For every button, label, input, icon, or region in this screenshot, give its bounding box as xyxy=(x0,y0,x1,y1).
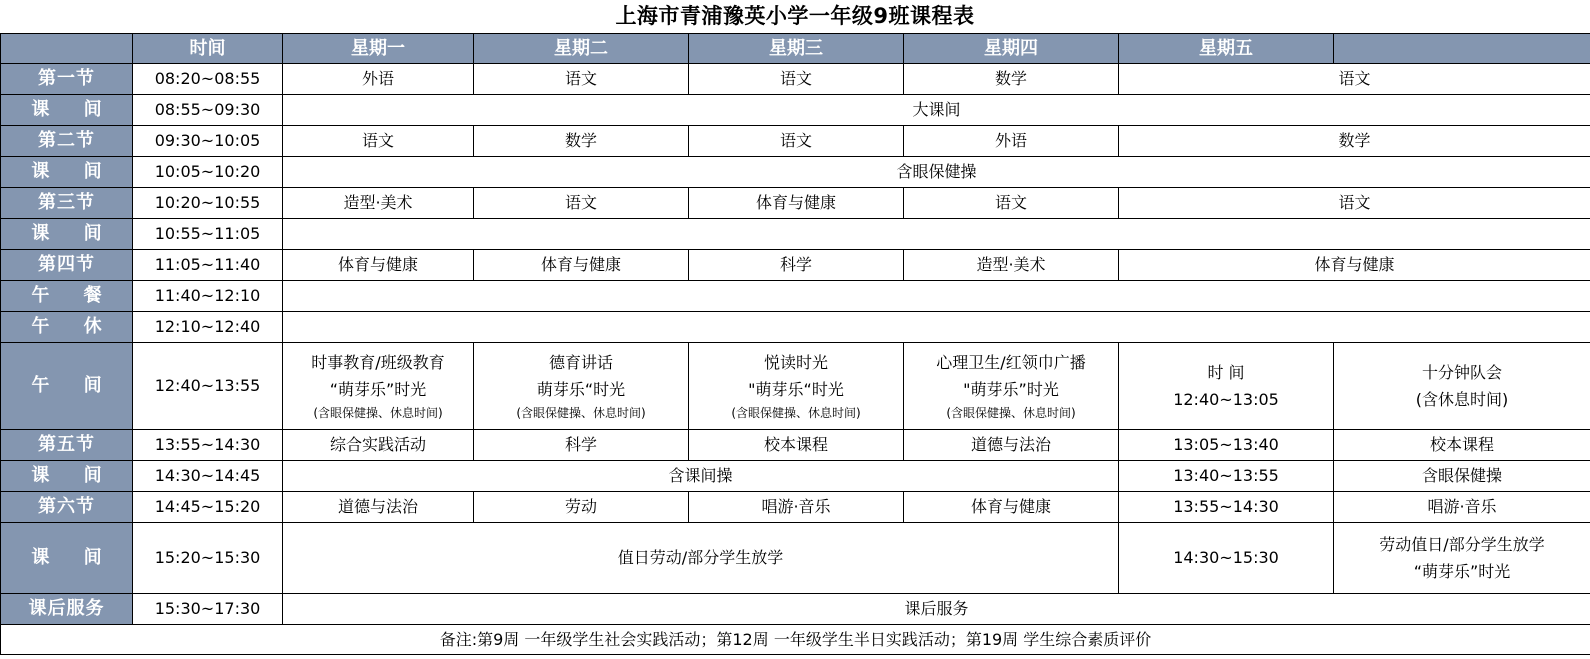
class-cell: 校本课程 xyxy=(1334,430,1590,461)
row-label: 课 间 xyxy=(1,461,133,492)
break-cell: 大课间 xyxy=(283,95,1590,126)
noon-line: (含休息时间) xyxy=(1415,390,1509,409)
table-row xyxy=(1,492,1590,523)
time-cell: 12:40~13:55 xyxy=(133,343,283,430)
class-cell: 综合实践活动 xyxy=(283,430,474,461)
table-row xyxy=(1,64,1590,95)
noon-note: (含眼保健操、休息时间) xyxy=(516,406,646,420)
class-cell: 语文 xyxy=(689,64,904,95)
footnote: 备注:第9周 一年级学生社会实践活动；第12周 一年级学生半日实践活动；第19周 学生综合素质评价 xyxy=(1,625,1590,655)
class-cell: 造型·美术 xyxy=(283,188,474,219)
noon-line: “萌芽乐”时光 xyxy=(329,380,427,399)
header-corner xyxy=(1,34,133,64)
page-title: 上海市青浦豫英小学一年级9班课程表 xyxy=(615,4,975,28)
noon-line: 萌芽乐“时光 xyxy=(536,380,626,399)
class-cell: 语文 xyxy=(283,126,474,157)
time-cell: 10:05~10:20 xyxy=(133,157,283,188)
table-row xyxy=(1,157,1590,188)
table-row xyxy=(1,312,1590,343)
time-cell: 14:30~14:45 xyxy=(133,461,283,492)
time-cell: 09:30~10:05 xyxy=(133,126,283,157)
table-row xyxy=(1,250,1590,281)
table-row xyxy=(1,219,1590,250)
time-cell: 15:30~17:30 xyxy=(133,594,283,625)
time-cell: 11:05~11:40 xyxy=(133,250,283,281)
time-cell: 11:40~12:10 xyxy=(133,281,283,312)
row-label: 第一节 xyxy=(1,64,133,95)
friday-time-cell: 13:40~13:55 xyxy=(1119,461,1334,492)
class-cell: 外语 xyxy=(904,126,1119,157)
break-cell: 值日劳动/部分学生放学 xyxy=(283,523,1119,594)
header-tuesday: 星期二 xyxy=(474,34,689,64)
row-label: 课后服务 xyxy=(1,594,133,625)
class-cell: 劳动 xyxy=(474,492,689,523)
table-row xyxy=(1,343,1590,430)
class-cell: 语文 xyxy=(474,64,689,95)
noon-note: (含眼保健操、休息时间) xyxy=(313,406,443,420)
break-cell: 课后服务 xyxy=(283,594,1590,625)
noon-line: "萌芽乐“时光 xyxy=(748,380,844,399)
table-row xyxy=(1,430,1590,461)
row-label: 午 休 xyxy=(1,312,133,343)
note-row xyxy=(1,625,1590,655)
break-cell xyxy=(283,312,1590,343)
class-cell: 体育与健康 xyxy=(474,250,689,281)
table-row xyxy=(1,594,1590,625)
table-row xyxy=(1,95,1590,126)
noon-cell-friday-time xyxy=(1119,343,1334,430)
noon-line: 时 间 xyxy=(1207,363,1245,382)
time-cell: 14:45~15:20 xyxy=(133,492,283,523)
class-cell: 外语 xyxy=(283,64,474,95)
time-cell: 12:10~12:40 xyxy=(133,312,283,343)
class-cell: 数学 xyxy=(904,64,1119,95)
break-cell xyxy=(283,219,1590,250)
noon-cell-monday xyxy=(283,343,474,430)
row-label: 课 间 xyxy=(1,523,133,594)
time-cell: 08:20~08:55 xyxy=(133,64,283,95)
table-row xyxy=(1,126,1590,157)
friday-activity-cell xyxy=(1334,523,1590,594)
break-cell xyxy=(283,281,1590,312)
time-cell: 08:55~09:30 xyxy=(133,95,283,126)
table-row xyxy=(1,461,1590,492)
noon-line: 悦读时光 xyxy=(763,353,828,372)
noon-cell-thursday xyxy=(904,343,1119,430)
noon-cell-tuesday xyxy=(474,343,689,430)
noon-note: (含眼保健操、休息时间) xyxy=(946,406,1076,420)
header-blank xyxy=(1334,34,1590,64)
time-cell: 10:55~11:05 xyxy=(133,219,283,250)
class-cell: 科学 xyxy=(689,250,904,281)
row-label: 课 间 xyxy=(1,95,133,126)
noon-line: 德育讲话 xyxy=(548,353,613,372)
noon-line: "萌芽乐”时光 xyxy=(963,380,1059,399)
friday-time-cell: 14:30~15:30 xyxy=(1119,523,1334,594)
activity-line: 劳动值日/部分学生放学 xyxy=(1379,535,1545,554)
class-cell: 语文 xyxy=(1119,188,1590,219)
timetable xyxy=(0,33,1590,655)
row-label: 第三节 xyxy=(1,188,133,219)
noon-line: 心理卫生/红领巾广播 xyxy=(936,353,1086,372)
class-cell: 体育与健康 xyxy=(283,250,474,281)
class-cell: 唱游·音乐 xyxy=(1334,492,1590,523)
row-label: 第五节 xyxy=(1,430,133,461)
table-row xyxy=(1,281,1590,312)
row-label: 第六节 xyxy=(1,492,133,523)
break-cell: 含课间操 xyxy=(283,461,1119,492)
time-cell: 10:20~10:55 xyxy=(133,188,283,219)
row-label: 午 餐 xyxy=(1,281,133,312)
header-row xyxy=(1,34,1590,64)
table-row xyxy=(1,188,1590,219)
header-wednesday: 星期三 xyxy=(689,34,904,64)
noon-cell-wednesday xyxy=(689,343,904,430)
class-cell: 道德与法治 xyxy=(904,430,1119,461)
time-cell: 13:55~14:30 xyxy=(133,430,283,461)
noon-line: 时事教育/班级教育 xyxy=(311,353,445,372)
header-time: 时间 xyxy=(133,34,283,64)
class-cell: 唱游·音乐 xyxy=(689,492,904,523)
class-cell: 语文 xyxy=(474,188,689,219)
noon-line: 十分钟队会 xyxy=(1421,363,1502,382)
class-cell: 校本课程 xyxy=(689,430,904,461)
class-cell: 造型·美术 xyxy=(904,250,1119,281)
header-friday: 星期五 xyxy=(1119,34,1334,64)
header-thursday: 星期四 xyxy=(904,34,1119,64)
noon-cell-friday-activity xyxy=(1334,343,1590,430)
break-cell: 含眼保健操 xyxy=(283,157,1590,188)
noon-note: (含眼保健操、休息时间) xyxy=(731,406,861,420)
row-label: 第四节 xyxy=(1,250,133,281)
row-label: 课 间 xyxy=(1,157,133,188)
class-cell: 道德与法治 xyxy=(283,492,474,523)
class-cell: 体育与健康 xyxy=(689,188,904,219)
row-label: 第二节 xyxy=(1,126,133,157)
row-label: 午 间 xyxy=(1,343,133,430)
class-cell: 数学 xyxy=(1119,126,1590,157)
class-cell: 含眼保健操 xyxy=(1334,461,1590,492)
class-cell: 体育与健康 xyxy=(1119,250,1590,281)
time-cell: 15:20~15:30 xyxy=(133,523,283,594)
table-row xyxy=(1,523,1590,594)
noon-line: 12:40~13:05 xyxy=(1173,390,1279,409)
row-label: 课 间 xyxy=(1,219,133,250)
class-cell: 科学 xyxy=(474,430,689,461)
friday-time-cell: 13:55~14:30 xyxy=(1119,492,1334,523)
activity-line: “萌芽乐”时光 xyxy=(1413,562,1511,581)
class-cell: 数学 xyxy=(474,126,689,157)
class-cell: 语文 xyxy=(1119,64,1590,95)
class-cell: 体育与健康 xyxy=(904,492,1119,523)
class-cell: 语文 xyxy=(689,126,904,157)
class-cell: 语文 xyxy=(904,188,1119,219)
header-monday: 星期一 xyxy=(283,34,474,64)
friday-time-cell: 13:05~13:40 xyxy=(1119,430,1334,461)
